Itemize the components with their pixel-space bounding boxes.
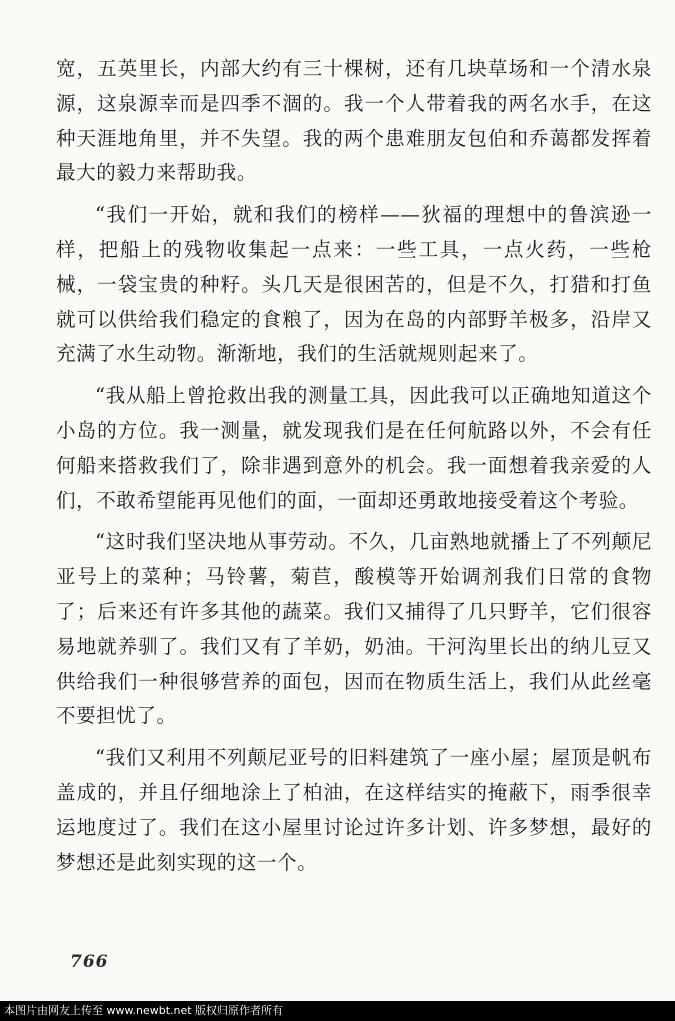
- paragraph: “我从船上曾抢救出我的测量工具，因此我可以正确地知道这个小岛的方位。我一测量，就发现我们是在任何航路以外，不会有任何船来搭救我们了，除非遇到意外的机会。我一面想着我亲爱的人们，不敢希望能再见他们的面，一面却还勇敢地接受着这个考验。: [56, 384, 652, 512]
- paragraph-continued: 宽，五英里长，内部大约有三十棵树，还有几块草场和一个清水泉源，这泉源幸而是四季不涸的。我一个人带着我的两名水手，在这种天涯地角里，并不失望。我的两个患难朋友包伯和乔蔼都发挥着最大的毅力来帮助我。: [56, 57, 652, 185]
- copyright-footer-bar: [0, 1001, 675, 1021]
- page-text-body: [56, 52, 652, 880]
- paragraph: “我们一开始，就和我们的榜样——狄福的理想中的鲁滨逊一样，把船上的残物收集起一点来：一些工具，一点火药，一些枪械，一袋宝贵的种籽。头几天是很困苦的，但是不久，打猎和打鱼就可以供给我们稳定的食粮了，因为在岛的内部野羊极多，沿岸又充满了水生动物。渐渐地，我们的生活就规则起来了。: [56, 203, 652, 366]
- copyright-notice: 本图片由网友上传至 www.newbt.net 版权归原作者所有: [4, 1004, 284, 1017]
- page-number: 766: [70, 952, 109, 972]
- paragraph: “这时我们坚决地从事劳动。不久，几亩熟地就播上了不列颠尼亚号上的菜种；马铃薯，菊苣，酸模等开始调剂我们日常的食物了；后来还有许多其他的蔬菜。我们又捕得了几只野羊，它们很容易地就养驯了。我们又有了羊奶，奶油。干河沟里长出的纳儿豆又供给我们一种很够营养的面包，因而在物质生活上，我们从此丝毫不要担忧了。: [56, 530, 652, 728]
- paragraph: “我们又利用不列颠尼亚号的旧料建筑了一座小屋；屋顶是帆布盖成的，并且仔细地涂上了柏油，在这样结实的掩蔽下，雨季很幸运地度过了。我们在这小屋里讨论过许多计划、许多梦想，最好的梦想还是此刻实现的这一个。: [56, 746, 652, 874]
